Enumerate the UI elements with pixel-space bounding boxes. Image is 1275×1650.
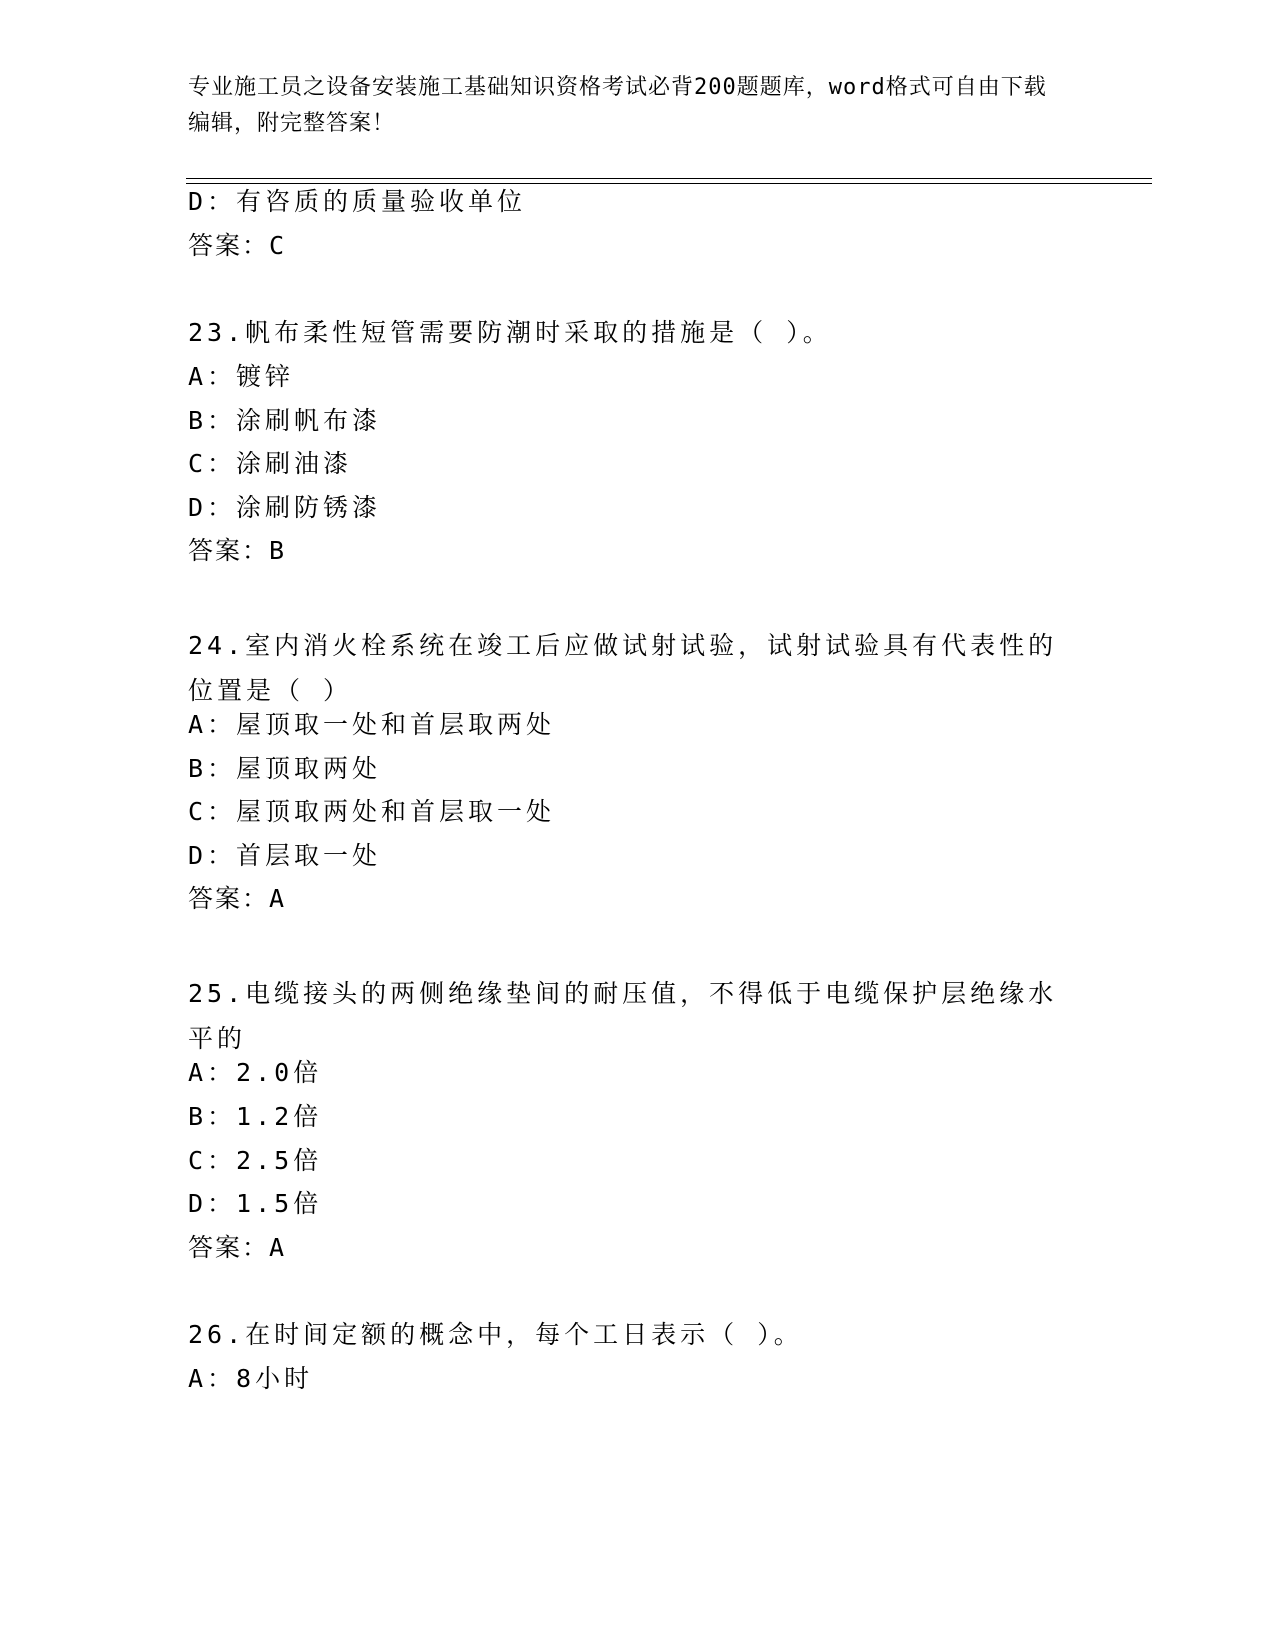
q23-option-b: B：涂刷帆布漆 [188,406,382,435]
header-divider-bottom [186,183,1152,184]
q23-answer: 答案：B [188,536,287,565]
q24-option-c: C：屋顶取两处和首层取一处 [188,797,556,826]
q25-stem: 25.电缆接头的两侧绝缘垫间的耐压值，不得低于电缆保护层绝缘水平的 [188,979,1058,1053]
q24-answer: 答案：A [188,884,287,913]
q25-answer: 答案：A [188,1233,287,1262]
q23-option-c: C：涂刷油漆 [188,449,353,478]
q25-option-c: C：2.5倍 [188,1146,323,1175]
q26-stem: 26.在时间定额的概念中，每个工日表示（ ）。 [188,1320,803,1349]
document-header-title: 专业施工员之设备安装施工基础知识资格考试必背200题题库，word格式可自由下载编辑，附完整答案！ [188,75,1047,136]
q25-option-b: B：1.2倍 [188,1102,323,1131]
q23-option-a: A：镀锌 [188,362,295,391]
q22-answer: 答案：C [188,231,287,260]
q24-option-b: B：屋顶取两处 [188,754,382,783]
q23-stem: 23.帆布柔性短管需要防潮时采取的措施是（ ）。 [188,318,832,347]
q22-option-d: D：有咨质的质量验收单位 [188,187,527,216]
q24-option-a: A：屋顶取一处和首层取两处 [188,710,556,739]
q26-option-a: A：8小时 [188,1364,314,1393]
q25-option-a: A：2.0倍 [188,1058,323,1087]
q24-stem: 24.室内消火栓系统在竣工后应做试射试验，试射试验具有代表性的位置是（ ） [188,631,1058,705]
q23-option-d: D：涂刷防锈漆 [188,493,382,522]
header-divider-top [186,178,1152,179]
q25-option-d: D：1.5倍 [188,1189,323,1218]
q24-option-d: D：首层取一处 [188,841,382,870]
